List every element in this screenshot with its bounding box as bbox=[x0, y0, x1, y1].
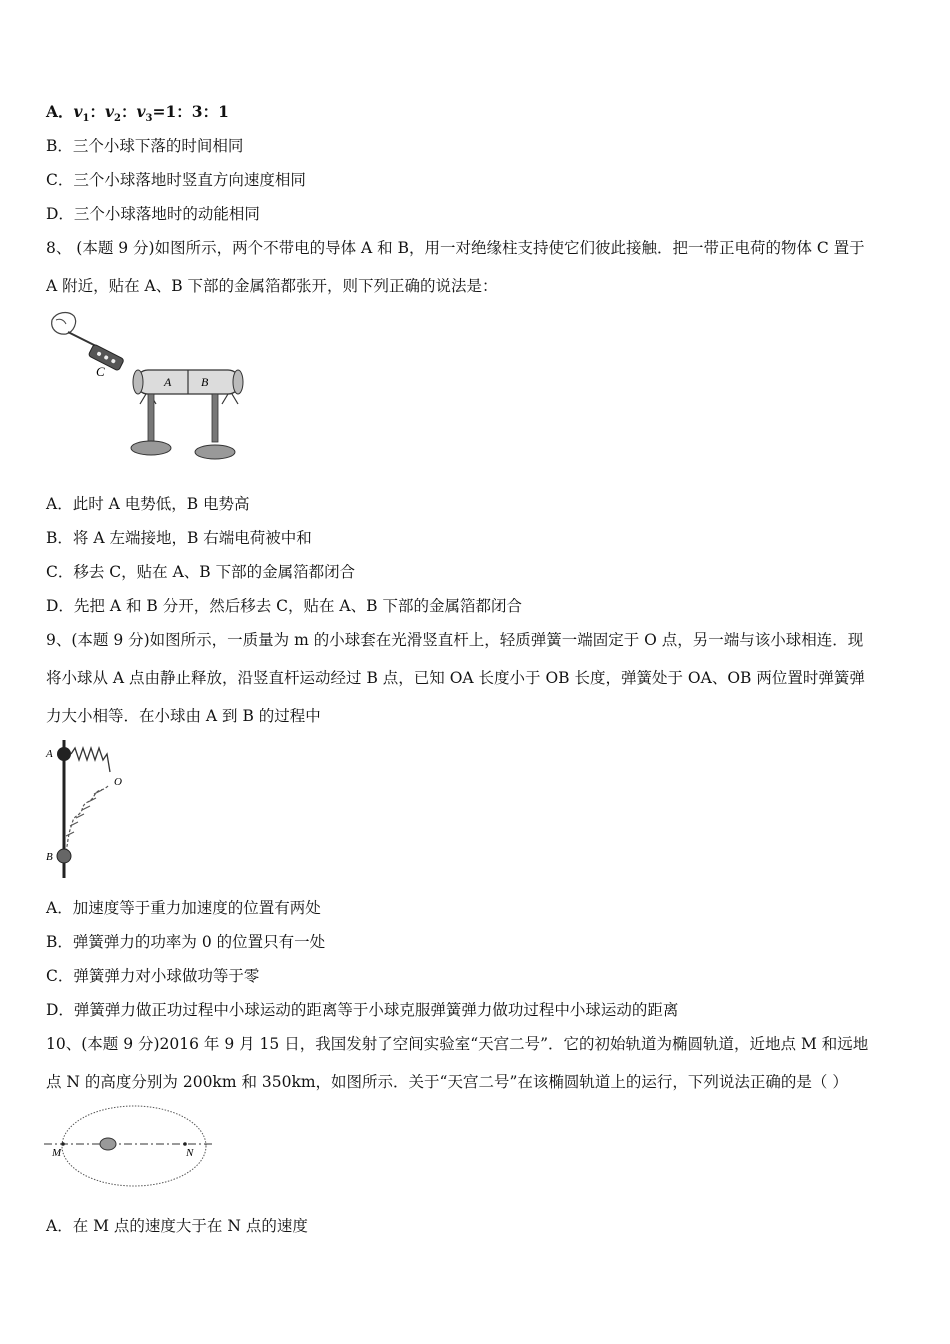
q7-option-c: C．三个小球落地时竖直方向速度相同 bbox=[46, 171, 306, 189]
q9-option-a: A．加速度等于重力加速度的位置有两处 bbox=[46, 899, 321, 917]
q8-label-b: B bbox=[201, 375, 209, 389]
q8-stem-line-2: A 附近，贴在 A、B 下部的金属箔都张开，则下列正确的说法是： bbox=[46, 277, 498, 295]
q10-label-n: N bbox=[186, 1147, 194, 1159]
q10-stem-line-2: 点 N 的高度分别为 200km 和 350km，如图所示．关于“天宫二号”在该椭圆轨道上的运行，下列说法正确的是（ ） bbox=[46, 1073, 848, 1091]
q9-label-b: B bbox=[46, 851, 53, 863]
q9-spring-figure bbox=[44, 738, 134, 883]
q9-option-b: B．弹簧弹力的功率为 0 的位置只有一处 bbox=[46, 933, 326, 951]
q9-label-a: A bbox=[46, 748, 53, 760]
q8-option-d: D．先把 A 和 B 分开，然后移去 C，贴在 A、B 下部的金属箔都闭合 bbox=[46, 597, 522, 615]
q10-label-m: M bbox=[52, 1147, 62, 1159]
q8-label-a: A bbox=[164, 375, 172, 389]
q7-option-a: A．$v_1$：$v_2$：$v_3=1$：3：1 bbox=[46, 102, 229, 125]
q8-option-a: A．此时 A 电势低，B 电势高 bbox=[46, 495, 250, 513]
q8-option-c: C．移去 C，贴在 A、B 下部的金属箔都闭合 bbox=[46, 563, 356, 581]
q9-stem-line-2: 将小球从 A 点由静止释放，沿竖直杆运动经过 B 点，已知 OA 长度小于 OB 长度，弹簧处于 OA、OB 两位置时弹簧弹 bbox=[46, 669, 865, 687]
q7-option-b: B．三个小球下落的时间相同 bbox=[46, 137, 244, 155]
q10-stem-line-1: 10、(本题 9 分)2016 年 9 月 15 日，我国发射了空间实验室“天宫二号”．它的初始轨道为椭圆轨道，近地点 M 和远地 bbox=[46, 1035, 869, 1053]
q8-option-b: B．将 A 左端接地，B 右端电荷被中和 bbox=[46, 529, 312, 547]
q9-stem-line-3: 力大小相等．在小球由 A 到 B 的过程中 bbox=[46, 707, 321, 725]
q9-option-d: D．弹簧弹力做正功过程中小球运动的距离等于小球克服弹簧弹力做功过程中小球运动的距离 bbox=[46, 1001, 679, 1019]
q10-orbit-figure bbox=[42, 1100, 218, 1194]
q9-option-c: C．弹簧弹力对小球做功等于零 bbox=[46, 967, 260, 985]
q8-stem-line-1: 8、 (本题 9 分)如图所示，两个不带电的导体 A 和 B，用一对绝缘柱支持使它们彼此接触．把一带正电荷的物体 C 置于 bbox=[46, 239, 865, 257]
q10-option-a: A．在 M 点的速度大于在 N 点的速度 bbox=[46, 1217, 308, 1235]
q8-label-c: C bbox=[96, 364, 105, 379]
q8-conductor-figure bbox=[44, 308, 254, 468]
q9-label-o: O bbox=[114, 776, 122, 788]
q9-stem-line-1: 9、(本题 9 分)如图所示，一质量为 m 的小球套在光滑竖直杆上，轻质弹簧一端固定于 O 点，另一端与该小球相连．现 bbox=[46, 631, 864, 649]
q7-option-d: D．三个小球落地时的动能相同 bbox=[46, 205, 260, 223]
